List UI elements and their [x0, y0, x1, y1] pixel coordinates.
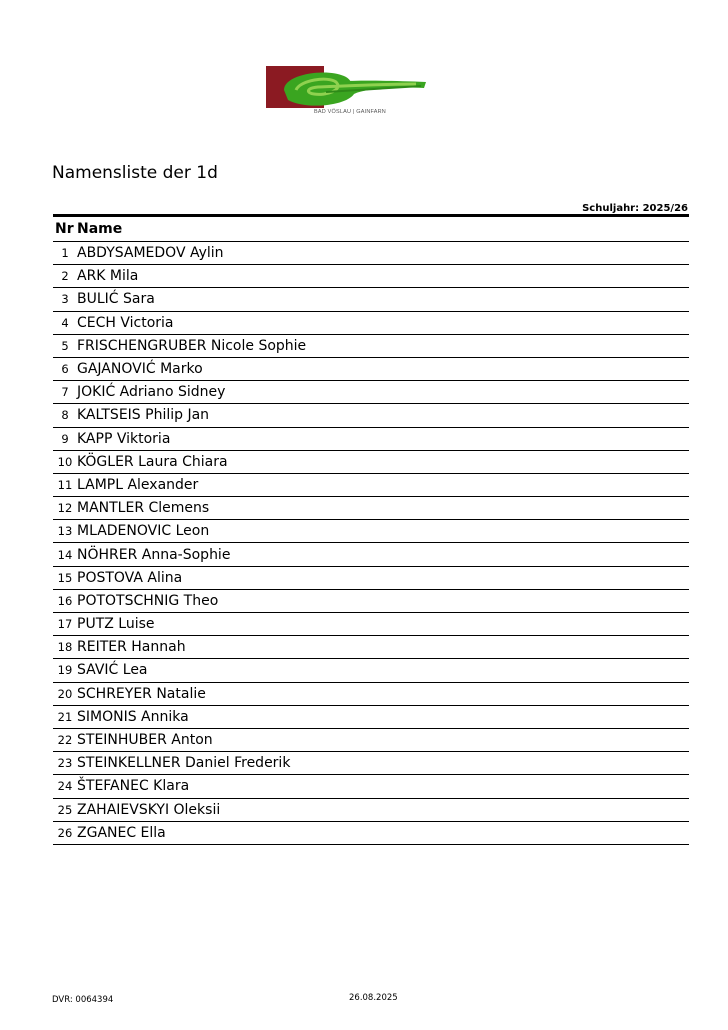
student-name: ABDYSAMEDOV Aylin: [77, 245, 224, 262]
row-number: 3: [61, 292, 69, 307]
row-number: 2: [61, 269, 69, 284]
student-name: KAPP Viktoria: [77, 430, 171, 447]
row-number: 21: [57, 709, 73, 724]
student-name: SCHREYER Natalie: [77, 685, 206, 702]
row-number: 4: [61, 315, 69, 330]
table-row: [53, 729, 689, 752]
row-number: 11: [57, 477, 73, 492]
row-number: 18: [57, 640, 73, 655]
student-name: GAJANOVIĆ Marko: [77, 361, 203, 378]
row-number: 12: [57, 501, 73, 516]
row-number: 6: [61, 362, 69, 377]
row-number: 25: [57, 802, 73, 817]
student-name: NÖHRER Anna-Sophie: [77, 546, 231, 563]
page-title: Namensliste der 1d: [52, 163, 218, 183]
table-row: [53, 799, 689, 822]
table-row: [53, 706, 689, 729]
student-name: MANTLER Clemens: [77, 500, 210, 517]
student-name: KALTSEIS Philip Jan: [77, 407, 210, 424]
table-row: [53, 659, 689, 682]
row-number: 8: [61, 408, 69, 423]
student-name: REITER Hannah: [77, 639, 186, 656]
student-name: POSTOVA Alina: [77, 569, 183, 586]
footer-dvr: DVR: 0064394: [52, 995, 114, 1005]
student-name: KÖGLER Laura Chiara: [77, 453, 228, 470]
row-number: 5: [61, 338, 69, 353]
logo-caption: BAD VÖSLAU | GAINFARN: [314, 109, 386, 115]
table-row: [53, 335, 689, 358]
table-row: [53, 288, 689, 311]
student-name: ŠTEFANEC Klara: [77, 778, 190, 795]
table-row: [53, 474, 689, 497]
table-row: [53, 775, 689, 798]
table-row: [53, 752, 689, 775]
table-row: [53, 312, 689, 335]
header-name: Name: [77, 221, 123, 237]
table-row: [53, 404, 689, 427]
row-number: 22: [57, 733, 73, 748]
school-year: Schuljahr: 2025/26: [582, 203, 688, 214]
table-row: [53, 358, 689, 381]
table-row: [53, 497, 689, 520]
student-name: ARK Mila: [77, 268, 139, 285]
header-nr: Nr: [55, 221, 74, 237]
table-row: [53, 613, 689, 636]
row-number: 1: [61, 246, 69, 261]
student-name: ZAHAIEVSKYI Oleksii: [77, 801, 221, 818]
row-number: 24: [57, 779, 73, 794]
table-row: [53, 683, 689, 706]
table-row: [53, 520, 689, 543]
student-name: BULIĆ Sara: [77, 291, 155, 308]
row-number: 19: [57, 663, 73, 678]
table-row: [53, 636, 689, 659]
table-row: [53, 567, 689, 590]
student-name: JOKIĆ Adriano Sidney: [77, 384, 226, 401]
table-row: [53, 451, 689, 474]
row-number: 20: [57, 686, 73, 701]
student-name: CECH Victoria: [77, 314, 174, 331]
row-number: 23: [57, 756, 73, 771]
row-number: 7: [61, 385, 69, 400]
table-body: [53, 242, 689, 845]
student-name: SIMONIS Annika: [77, 708, 189, 725]
student-name: STEINHUBER Anton: [77, 732, 213, 749]
student-name: FRISCHENGRUBER Nicole Sophie: [77, 337, 307, 354]
table-row: [53, 381, 689, 404]
student-name: SAVIĆ Lea: [77, 662, 148, 679]
row-number: 17: [57, 617, 73, 632]
table-header: [53, 214, 689, 242]
row-number: 15: [57, 570, 73, 585]
name-list-table: [53, 214, 689, 845]
table-row: [53, 265, 689, 288]
student-name: ZGANEC Ella: [77, 824, 166, 841]
table-row: [53, 822, 689, 845]
table-row: [53, 543, 689, 566]
student-name: POTOTSCHNIG Theo: [77, 592, 219, 609]
student-name: MLADENOVIC Leon: [77, 523, 210, 540]
row-number: 26: [57, 825, 73, 840]
student-name: LAMPL Alexander: [77, 476, 199, 493]
table-row: [53, 428, 689, 451]
row-number: 16: [57, 593, 73, 608]
student-name: STEINKELLNER Daniel Frederik: [77, 755, 291, 772]
row-number: 10: [57, 454, 73, 469]
student-name: PUTZ Luise: [77, 616, 155, 633]
footer-date: 26.08.2025: [349, 993, 398, 1003]
table-row: [53, 242, 689, 265]
row-number: 9: [61, 431, 69, 446]
row-number: 13: [57, 524, 73, 539]
row-number: 14: [57, 547, 73, 562]
table-row: [53, 590, 689, 613]
